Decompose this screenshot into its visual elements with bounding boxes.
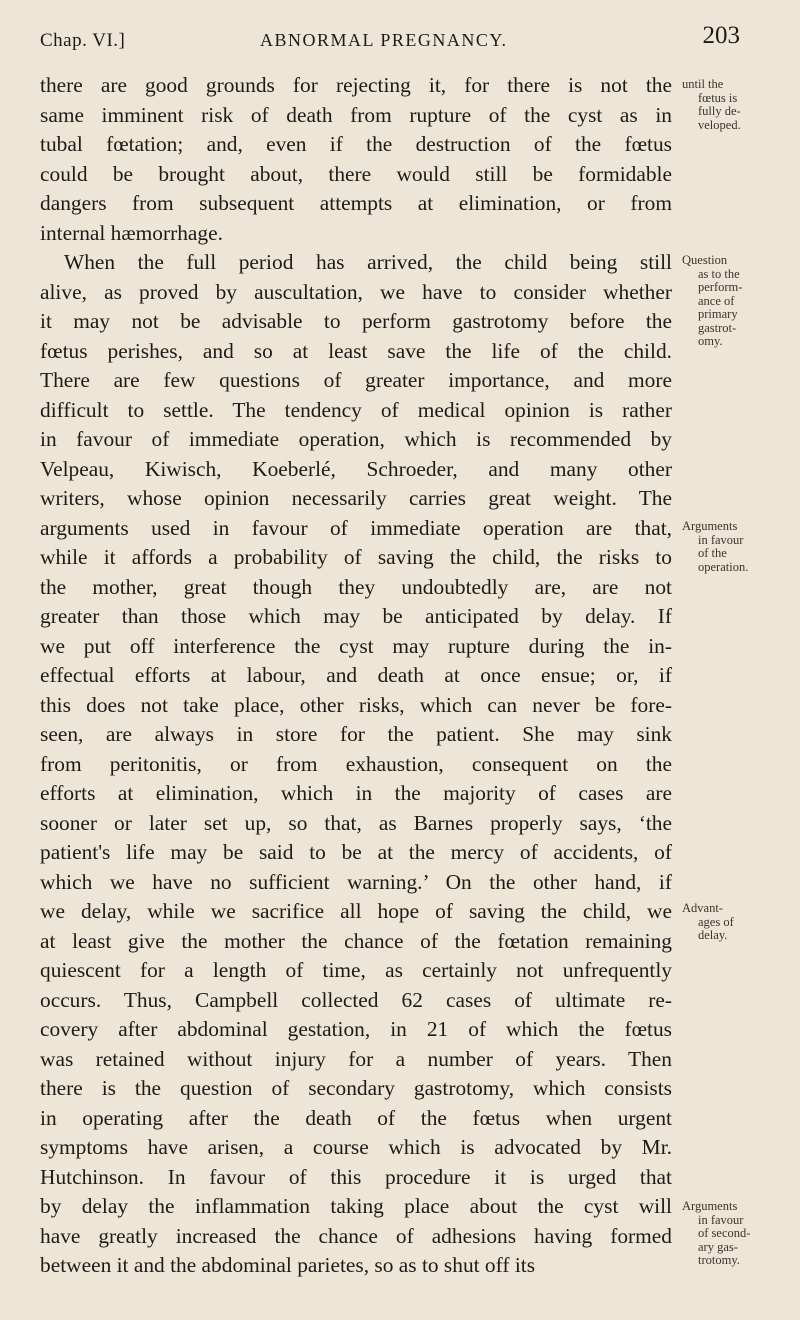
text-line: the mother, great though they undoubtedly are, are not	[40, 574, 672, 599]
text-line: alive, as proved by auscultation, we have to consider whether	[40, 279, 672, 304]
margin-note-line: gastrot-	[698, 320, 737, 335]
text-line: in favour of immediate operation, which is recommended by	[40, 427, 672, 451]
text-line: There are few questions of greater importance, and more	[40, 368, 672, 392]
text-line: dangers from subsequent attempts at elimination, or from	[40, 191, 672, 215]
text-line: there is the question of secondary gastrotomy, which consists	[40, 1076, 672, 1100]
margin-note-line: primary	[698, 307, 738, 321]
text-line: sooner or later set up, so that, as Barnes properly says, ‘the	[40, 810, 672, 835]
margin-note-line: perform-	[698, 280, 743, 294]
text-line: tubal fœtation; and, even if the destruction of the fœtus	[40, 132, 672, 156]
margin-note-line: Arguments	[682, 519, 738, 533]
margin-note-1	[682, 78, 798, 132]
margin-note-line: trotomy.	[698, 1253, 740, 1267]
text-line: we delay, while we sacrifice all hope of saving the child, we	[40, 899, 672, 923]
margin-note-line: omy.	[698, 334, 723, 348]
chapter-label: Chap. VI.]	[40, 30, 126, 51]
text-line: in operating after the death of the fœtus when urgent	[40, 1105, 672, 1130]
margin-note-line: in favour	[698, 1212, 744, 1227]
text-line: at least give the mother the chance of the fœtation remaining	[40, 928, 672, 953]
margin-note-line: fœtus is	[698, 90, 738, 105]
text-line: from peritonitis, or from exhaustion, consequent on the	[40, 751, 672, 776]
text-line: arguments used in favour of immediate operation are that,	[40, 515, 672, 540]
text-line: seen, are always in store for the patient. She may sink	[40, 722, 672, 746]
page-number: 203	[702, 22, 740, 49]
margin-note-line: fully de-	[698, 104, 741, 118]
text-line: efforts at elimination, which in the majority of cases are	[40, 781, 672, 805]
margin-note-line: in favour	[698, 532, 744, 547]
text-line: writers, whose opinion necessarily carries great weight. The	[40, 486, 672, 510]
text-line: it may not be advisable to perform gastrotomy before the	[40, 309, 672, 333]
margin-note-line: operation.	[698, 559, 749, 574]
margin-note-line: of second-	[698, 1226, 751, 1240]
margin-note-2	[682, 254, 798, 349]
body-text	[40, 71, 672, 1281]
text-line: When the full period has arrived, the child being still	[64, 250, 672, 274]
margin-note-line: Advant-	[682, 901, 723, 915]
text-line: greater than those which may be anticipated by delay. If	[40, 604, 672, 628]
text-line: patient's life may be said to be at the mercy of accidents, of	[40, 840, 672, 864]
text-line: which we have no sufficient warning.’ On the other hand, if	[40, 869, 672, 894]
margin-note-line: Question	[682, 253, 728, 267]
text-line: there are good grounds for rejecting it, for there is not the	[40, 73, 672, 97]
text-line: symptoms have arisen, a course which is advocated by Mr.	[40, 1135, 672, 1159]
margin-note-line: of the	[698, 546, 727, 560]
running-header	[40, 22, 740, 56]
margin-note-line: ages of	[698, 914, 734, 929]
text-line: difficult to settle. The tendency of medical opinion is rather	[40, 397, 672, 422]
text-line: between it and the abdominal parietes, so as to shut off its	[40, 1253, 536, 1277]
text-line: we put off interference the cyst may rupture during the in-	[40, 633, 672, 658]
running-title: ABNORMAL PREGNANCY.	[260, 30, 508, 50]
margin-note-3	[682, 520, 798, 574]
margin-note-line: delay.	[698, 928, 728, 942]
text-line: quiescent for a length of time, as certainly not unfrequently	[40, 958, 672, 982]
text-line: could be brought about, there would still be formidable	[40, 161, 672, 186]
margin-note-line: until the	[682, 77, 724, 91]
text-line: by delay the inflammation taking place about the cyst will	[40, 1194, 672, 1218]
text-line: same imminent risk of death from rupture of the cyst as in	[40, 102, 672, 127]
text-line: while it affords a probability of saving the child, the risks to	[40, 545, 672, 569]
text-line: covery after abdominal gestation, in 21 of which the fœtus	[40, 1017, 672, 1041]
text-line: have greatly increased the chance of adhesions having formed	[40, 1223, 672, 1248]
margin-note-line: ance of	[698, 293, 735, 308]
text-line: effectual efforts at labour, and death at once ensue; or, if	[40, 663, 672, 687]
margin-note-5	[682, 1200, 798, 1268]
margin-note-line: veloped.	[698, 117, 741, 132]
text-line: Velpeau, Kiwisch, Koeberlé, Schroeder, and many other	[40, 456, 672, 481]
margin-note-4	[682, 902, 798, 943]
text-line: occurs. Thus, Campbell collected 62 cases of ultimate re-	[40, 987, 672, 1012]
margin-note-line: ary gas-	[698, 1239, 738, 1254]
text-line: was retained without injury for a number of years. Then	[40, 1046, 672, 1071]
margin-note-line: as to the	[698, 266, 740, 281]
text-line: Hutchinson. In favour of this procedure it is urged that	[40, 1164, 672, 1189]
text-line: fœtus perishes, and so at least save the life of the child.	[40, 338, 672, 363]
text-line: internal hæmorrhage.	[40, 220, 223, 245]
margin-note-line: Arguments	[682, 1199, 738, 1213]
text-line: this does not take place, other risks, which can never be fore-	[40, 692, 672, 717]
